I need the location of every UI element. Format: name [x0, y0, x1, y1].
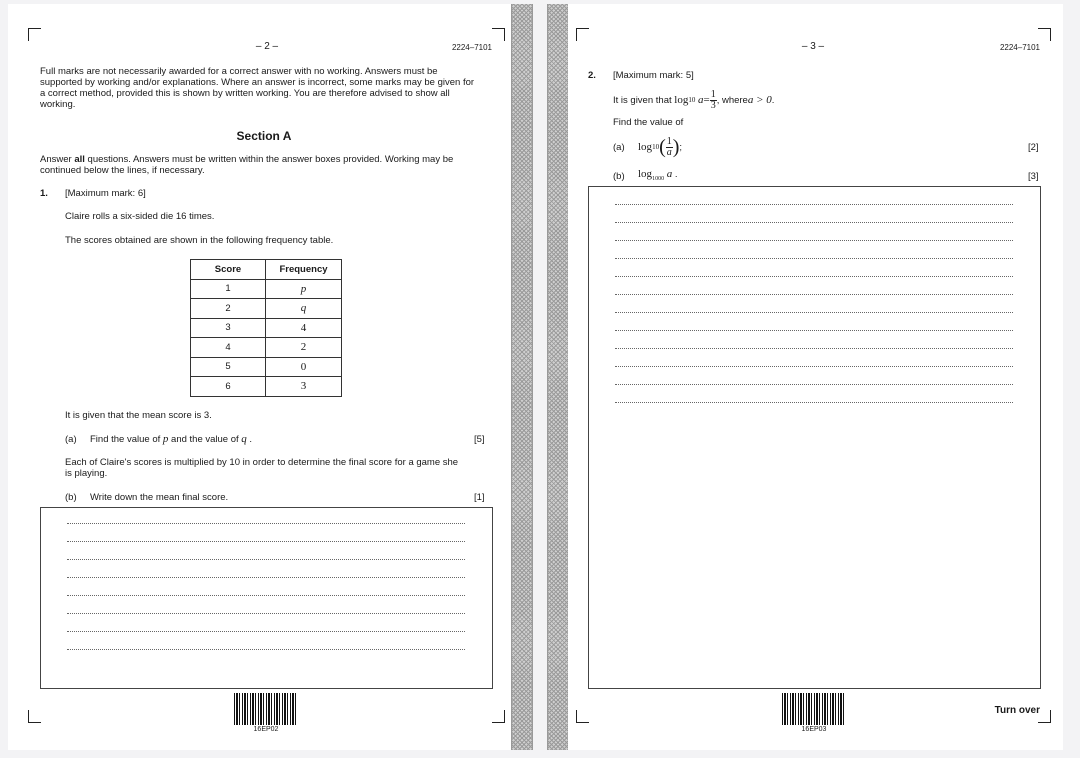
- table-cell: 6: [191, 377, 266, 397]
- answer-line: [615, 222, 1013, 223]
- part-a-pre: Find the value of: [90, 434, 163, 445]
- section-title: Section A: [236, 129, 292, 143]
- answer-line: [615, 294, 1013, 295]
- log-base: 10: [652, 142, 660, 151]
- extra-text: Each of Claire's scores is multiplied by 10 in order to determine the final score for a game she is playing.: [65, 457, 459, 479]
- log-text: log: [638, 168, 653, 180]
- log-text: log: [638, 140, 653, 153]
- frequency-table: [190, 259, 342, 397]
- barcode-label: 16EP03: [801, 726, 827, 733]
- paren-close: ): [672, 136, 680, 158]
- fraction-numerator: 1: [666, 135, 672, 147]
- page-gutter: [511, 4, 533, 750]
- answer-line: [615, 276, 1013, 277]
- max-mark: [Maximum mark: 6]: [65, 188, 146, 199]
- table-row: [191, 318, 342, 338]
- crop-mark: [1038, 28, 1051, 41]
- log-text: log: [674, 93, 689, 106]
- given-post: , where: [716, 94, 748, 106]
- var-q: q: [241, 433, 247, 445]
- question-number: 1.: [40, 188, 48, 199]
- table-row: [191, 279, 342, 299]
- part-a-label: (a): [65, 434, 77, 445]
- table-header: Score: [191, 260, 266, 280]
- table-header: Frequency: [266, 260, 342, 280]
- answer-line: [67, 559, 465, 560]
- find-text: Find the value of: [613, 117, 684, 128]
- instruction-pre: Answer: [40, 154, 75, 165]
- given-end: .: [771, 94, 775, 106]
- barcode-image: [234, 693, 298, 725]
- max-mark: [Maximum mark: 5]: [613, 70, 694, 81]
- answer-line: [67, 649, 465, 650]
- part-b-text: Write down the mean final score.: [90, 492, 229, 503]
- part-b-expression: [638, 169, 677, 185]
- question-stem: The scores obtained are shown in the following frequency table.: [65, 235, 334, 246]
- instruction-bold: all: [74, 154, 85, 165]
- part-a-label: (a): [613, 142, 625, 153]
- answer-line: [615, 330, 1013, 331]
- table-cell: 4: [191, 338, 266, 358]
- crop-mark: [576, 28, 589, 41]
- part-b-label: (b): [65, 492, 77, 503]
- answer-line: [615, 384, 1013, 385]
- table-cell: 4: [266, 318, 342, 338]
- table-row: [191, 377, 342, 397]
- part-a-text: [90, 434, 252, 445]
- table-cell: 3: [266, 377, 342, 397]
- table-cell: 2: [266, 338, 342, 358]
- fraction-denominator: 3: [710, 99, 716, 111]
- instruction-post: questions. Answers must be written within the answer boxes provided. Working may be continued below the lines, if necessary.: [40, 154, 454, 176]
- instructions: [40, 154, 480, 176]
- mark-allocation: [3]: [1028, 171, 1039, 182]
- fraction-denominator: a: [666, 146, 672, 158]
- answer-box[interactable]: [588, 186, 1041, 689]
- given-statement: [613, 88, 774, 112]
- part-a-post: .: [246, 434, 253, 445]
- equals: =: [703, 93, 710, 106]
- page-right: [568, 4, 1063, 750]
- crop-mark: [492, 28, 505, 41]
- answer-line: [67, 541, 465, 542]
- log-base: 1000: [652, 175, 665, 182]
- part-a-expression: [638, 132, 682, 162]
- part-b-end: .: [672, 169, 678, 180]
- given-pre: It is given that: [613, 94, 672, 106]
- question-stem: Claire rolls a six-sided die 16 times.: [65, 211, 215, 222]
- answer-line: [67, 631, 465, 632]
- page-gutter: [547, 4, 569, 750]
- table-cell: 2: [191, 299, 266, 319]
- table-cell: p: [266, 279, 342, 299]
- table-cell: 0: [266, 357, 342, 377]
- answer-line: [615, 366, 1013, 367]
- paper-code: 2224–7101: [999, 43, 1040, 52]
- mark-allocation: [2]: [1028, 142, 1039, 153]
- barcode-label: 16EP02: [253, 726, 279, 733]
- barcode-image: [782, 693, 846, 725]
- table-cell: 1: [191, 279, 266, 299]
- intro-text: Full marks are not necessarily awarded for a correct answer with no working. Answers must be supported by working and/or explanations. Where an answer is incorrect, some marks may be given for a correct method, provided this is shown by written working. You are therefore advised to show all working.: [40, 66, 475, 110]
- part-a-end: ;: [679, 141, 683, 153]
- turn-over-label: Turn over: [994, 705, 1040, 716]
- fraction: [666, 137, 673, 158]
- table-cell: 5: [191, 357, 266, 377]
- mark-allocation: [1]: [474, 492, 485, 503]
- answer-line: [67, 613, 465, 614]
- mark-allocation: [5]: [474, 434, 485, 445]
- table-cell: q: [266, 299, 342, 319]
- paren-open: (: [659, 136, 666, 158]
- answer-box[interactable]: [40, 507, 493, 689]
- fraction-numerator: 1: [710, 88, 716, 100]
- table-row: [191, 299, 342, 319]
- table-row: [191, 357, 342, 377]
- crop-mark: [576, 710, 589, 723]
- condition: a > 0: [747, 93, 772, 106]
- answer-line: [615, 312, 1013, 313]
- page-number: – 3 –: [801, 41, 825, 52]
- page-number: – 2 –: [255, 41, 279, 52]
- question-number: 2.: [588, 70, 596, 81]
- answer-line: [615, 204, 1013, 205]
- log-base: 10: [688, 95, 696, 104]
- table-header-row: [191, 260, 342, 280]
- table-row: [191, 338, 342, 358]
- crop-mark: [28, 710, 41, 723]
- part-a-mid: and the value of: [168, 434, 242, 445]
- crop-mark: [492, 710, 505, 723]
- var-a: a: [697, 93, 704, 106]
- answer-line: [67, 523, 465, 524]
- answer-line: [615, 348, 1013, 349]
- answer-line: [615, 258, 1013, 259]
- answer-line: [615, 402, 1013, 403]
- part-b-label: (b): [613, 171, 625, 182]
- page-left: [8, 4, 511, 750]
- answer-line: [67, 595, 465, 596]
- crop-mark: [28, 28, 41, 41]
- mean-statement: It is given that the mean score is 3.: [65, 410, 212, 421]
- table-cell: 3: [191, 318, 266, 338]
- answer-line: [615, 240, 1013, 241]
- paper-code: 2224–7101: [451, 43, 492, 52]
- answer-line: [67, 577, 465, 578]
- var-p: p: [162, 433, 169, 445]
- var-a: a: [666, 168, 673, 180]
- fraction: [710, 90, 717, 111]
